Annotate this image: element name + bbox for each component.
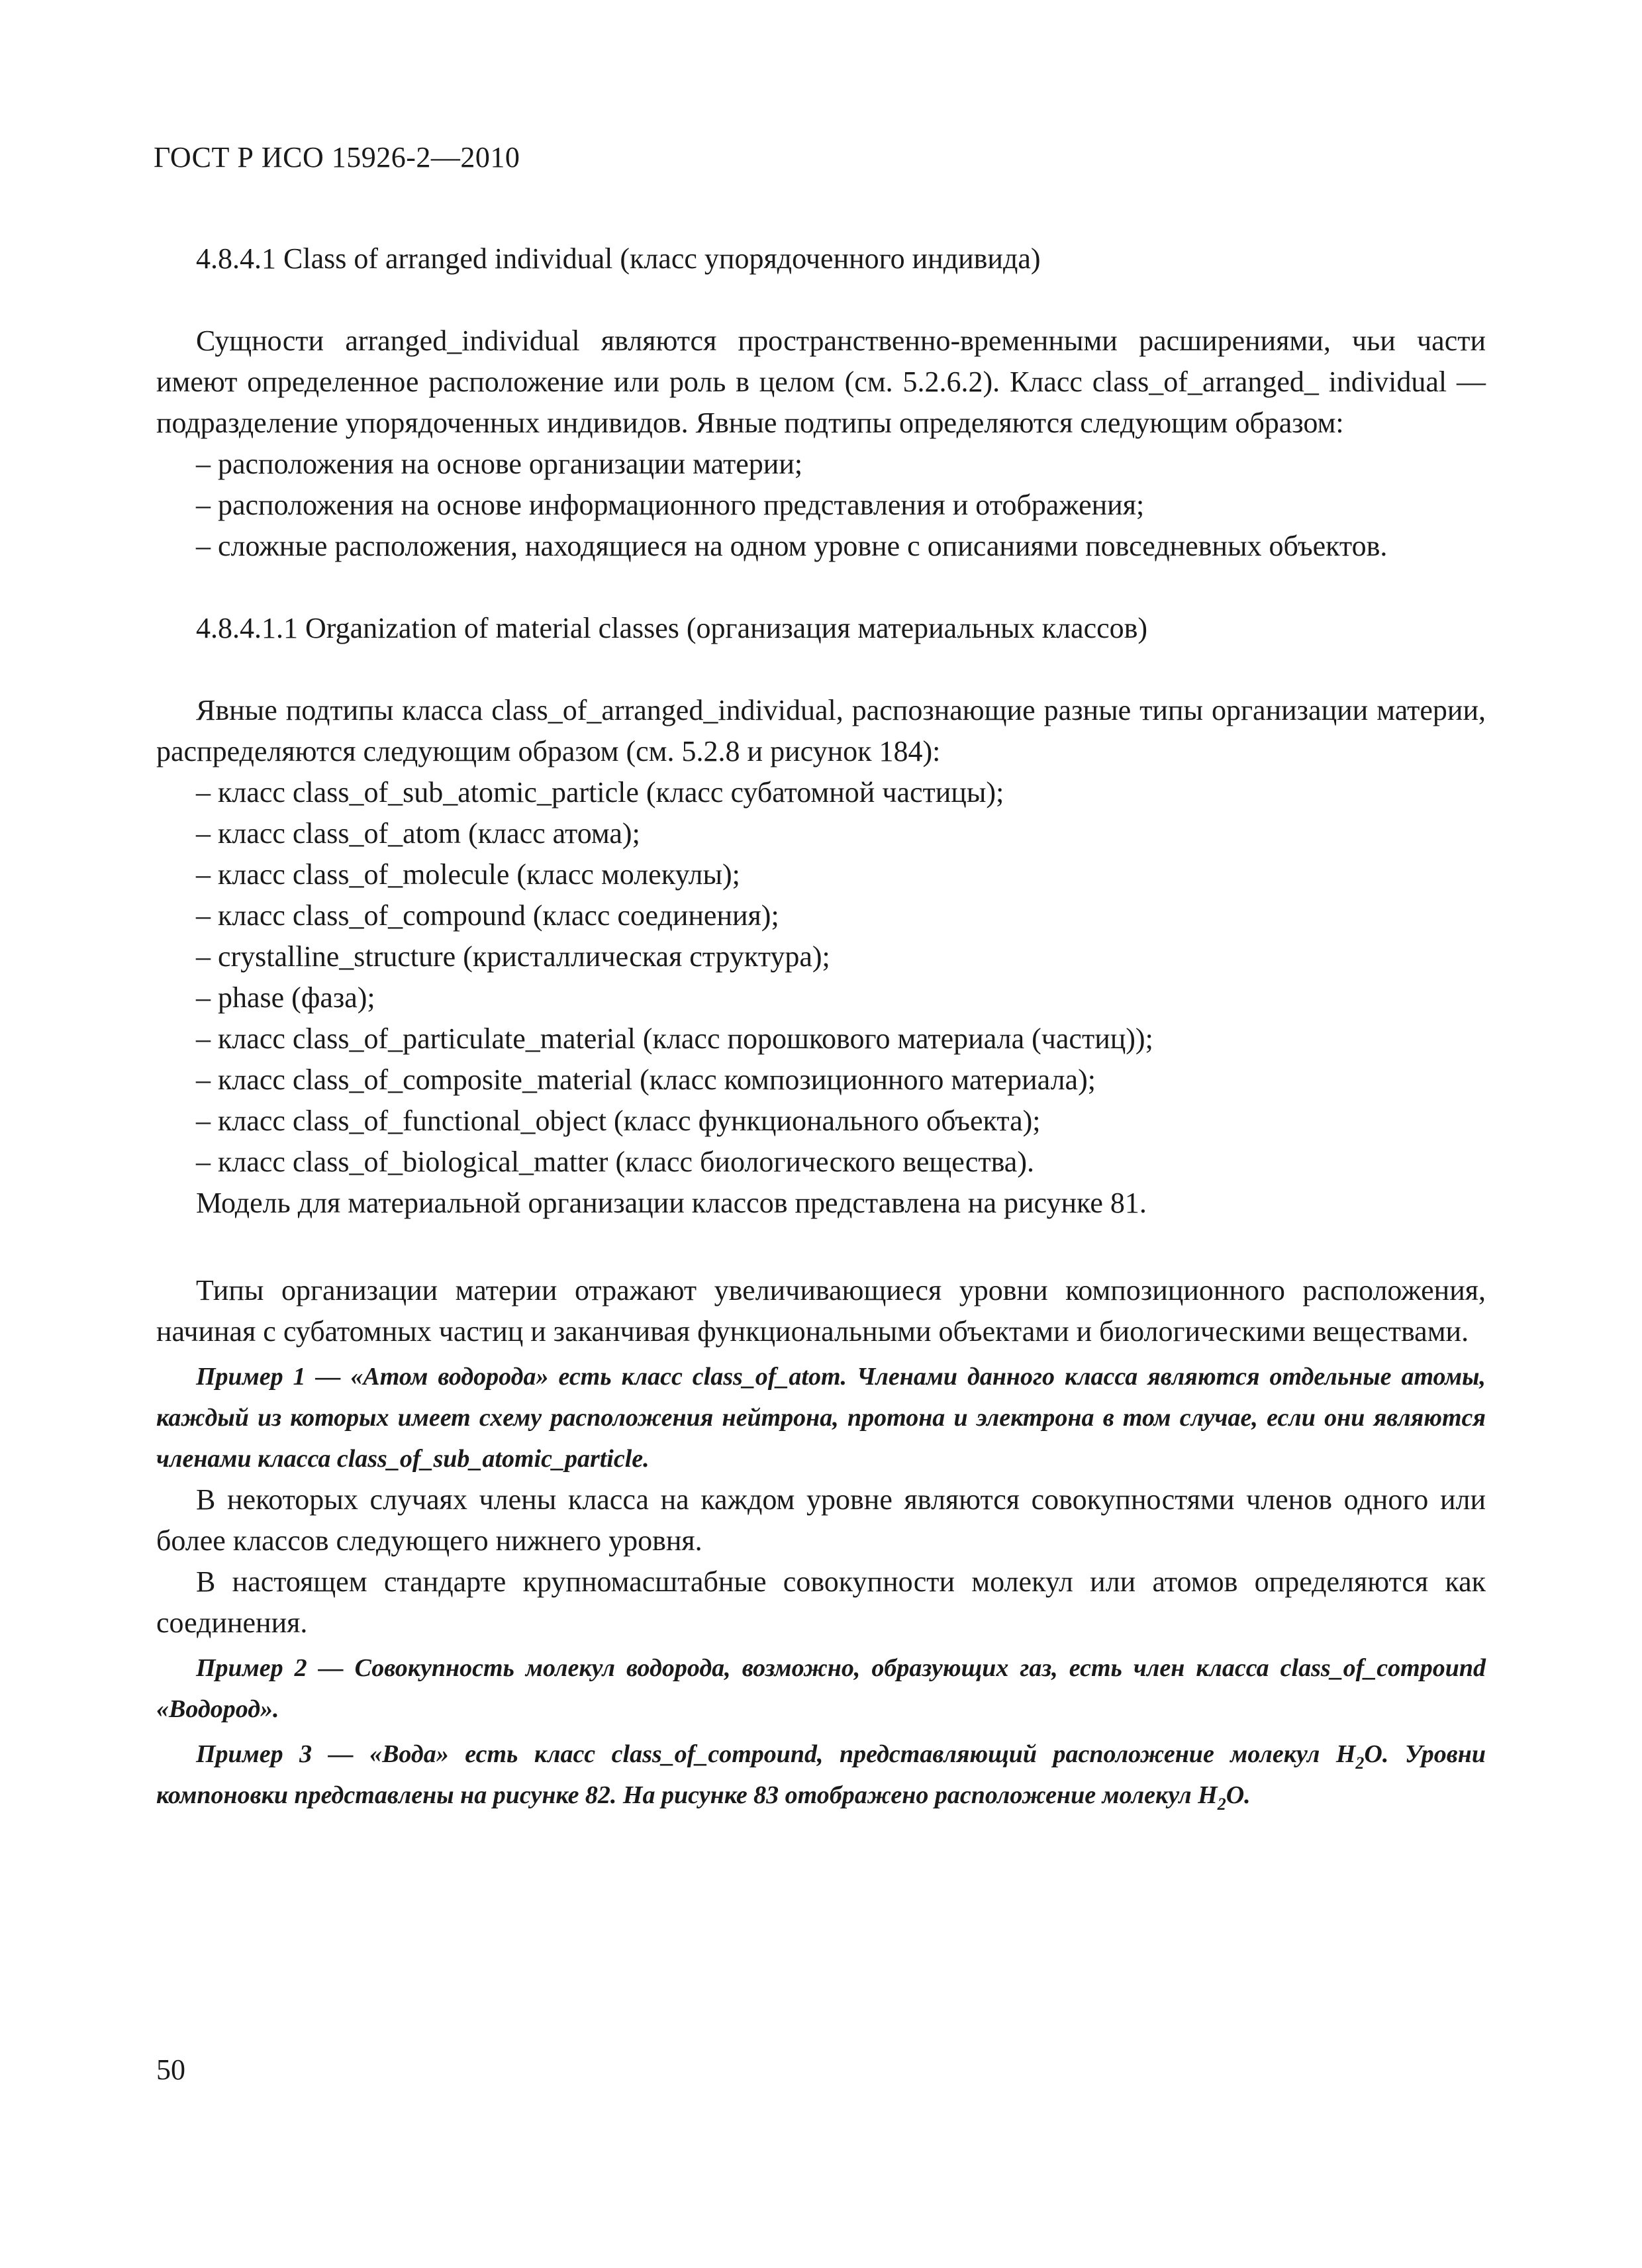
model-sentence: Модель для материальной организации классов представлена на рисунке 81.	[196, 1187, 1147, 1219]
list-item: – расположения на основе информационного представления и отображения;	[196, 489, 1145, 521]
some-cases-paragraph: В некоторых случаях члены класса на каждом уровне являются совокупностями членов одного или более классов следующего нижнего уровня.	[156, 1483, 1486, 1557]
intro-paragraph: Сущности arranged_individual являются пространственно-временными расширениями, чьи части имеют определенное расположение или роль в целом (см. 5.2.6.2). Класс class_of_arranged_ individual — подразделение упорядоченных индивидов. Явные подтипы определяются следующим образом:	[156, 324, 1486, 439]
list-item: – класс class_of_molecule (класс молекулы);	[196, 858, 740, 891]
example-3-text-1: Пример 3 — «Вода» есть класс class_of_compound, представляющий расположение молекул H	[196, 1740, 1356, 1768]
list-item: – расположения на основе организации материи;	[196, 448, 803, 480]
list-item: – crystalline_structure (кристаллическая структура);	[196, 940, 830, 973]
list-item: – сложные расположения, находящиеся на одном уровне с описаниями повседневных объектов.	[196, 530, 1388, 562]
list-item: – phase (фаза);	[196, 981, 375, 1014]
list-item: – класс class_of_compound (класс соединения);	[196, 899, 779, 932]
types-paragraph: Типы организации материи отражают увеличивающиеся уровни композиционного расположения, начиная с субатомных частиц и заканчивая функциональными объектами и биологическими веществами.	[156, 1274, 1486, 1348]
example-1: Пример 1 — «Атом водорода» есть класс class_of_atom. Членами данного класса являются отдельные атомы, каждый из которых имеет схему расположения нейтрона, протона и электрона в том случае, если они являются членами класса class_of_sub_atomic_particle.	[156, 1363, 1486, 1473]
section-title: 4.8.4.1 Class of arranged individual (класс упорядоченного индивида)	[196, 242, 1041, 275]
subsection-paragraph: Явные подтипы класса class_of_arranged_individual, распознающие разные типы организации материи, распределяются следующим образом (см. 5.2.8 и рисунок 184):	[156, 694, 1486, 767]
list-item: – класс class_of_particulate_material (класс порошкового материала (частиц));	[196, 1022, 1153, 1055]
example-3-text-2: O. Уровни компоновки представлены на рисунке 82. На рисунке 83 отображено расположение молекул H	[156, 1740, 1486, 1809]
example-3-text-3: O.	[1226, 1781, 1251, 1809]
example-2: Пример 2 — Совокупность молекул водорода, возможно, образующих газ, есть член класса class_of_compound «Водород».	[156, 1654, 1486, 1723]
list-item: – класс class_of_composite_material (класс композиционного материала);	[196, 1063, 1096, 1096]
document-header: ГОСТ Р ИСО 15926-2—2010	[154, 141, 520, 173]
standard-paragraph: В настоящем стандарте крупномасштабные совокупности молекул или атомов определяются как соединения.	[156, 1565, 1486, 1639]
example-3	[156, 1734, 1486, 1816]
subscript-2: 2	[1217, 1795, 1226, 1814]
page-content	[156, 238, 1486, 1816]
page-number: 50	[156, 2053, 185, 2086]
subscript-2: 2	[1355, 1753, 1365, 1773]
list-item: – класс class_of_biological_matter (класс биологического вещества).	[196, 1146, 1034, 1178]
list-item: – класс class_of_atom (класс атома);	[196, 817, 640, 850]
list-item: – класс class_of_sub_atomic_particle (класс субатомной частицы);	[196, 776, 1004, 809]
subsection-title: 4.8.4.1.1 Organization of material classes (организация материальных классов)	[196, 612, 1148, 644]
list-item: – класс class_of_functional_object (класс функционального объекта);	[196, 1105, 1041, 1137]
